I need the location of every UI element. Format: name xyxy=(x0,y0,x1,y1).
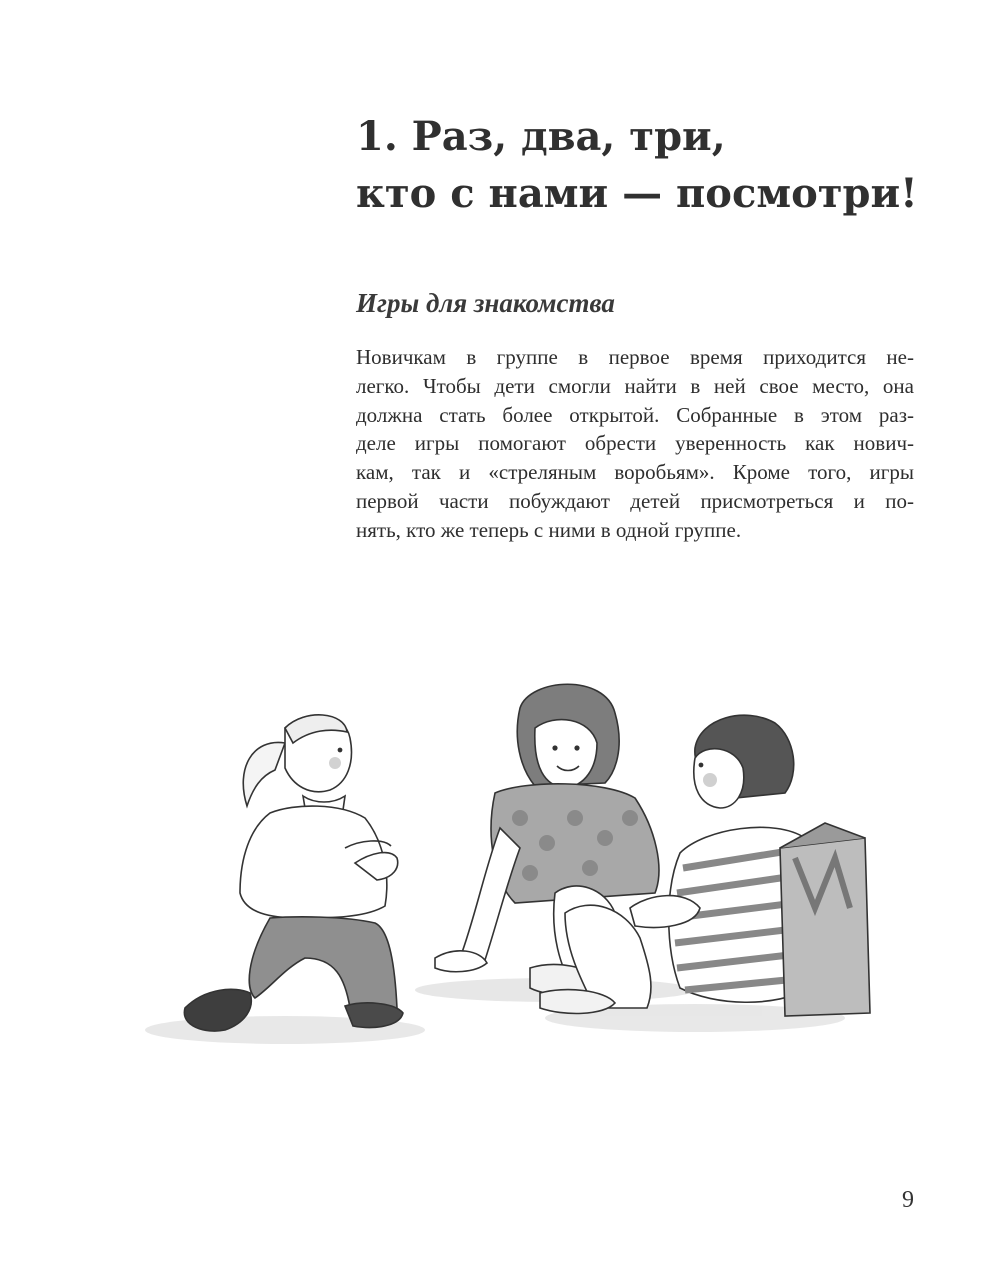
children-illustration xyxy=(135,668,875,1068)
paragraph-line: деле игры помогают обрести уверенность как нович- xyxy=(356,431,914,456)
section-subtitle: Игры для знакомства xyxy=(356,288,615,318)
chapter-title-line: 1. Раз, два, три, xyxy=(356,113,726,160)
box-prop xyxy=(780,823,870,1016)
intro-paragraph xyxy=(356,343,914,545)
page-number: 9 xyxy=(902,1187,914,1213)
chapter-title-line: кто с нами — посмотри! xyxy=(356,170,918,217)
paragraph-line: Новичкам в группе в первое время приходится не- xyxy=(356,345,914,369)
paragraph-line: кам, так и «стреляным воробьям». Кроме того, игры xyxy=(356,460,914,485)
paragraph-line: легко. Чтобы дети смогли найти в ней свое место, она xyxy=(356,373,914,398)
paragraph-line: нять, кто же теперь с ними в одной группе. xyxy=(356,517,742,542)
paragraph-line: первой части побуждают детей присмотреться и по- xyxy=(356,488,914,513)
paragraph-line: должна стать более открытой. Собранные в этом раз- xyxy=(356,402,914,427)
chapter-title xyxy=(356,108,956,222)
girl-ponytail-figure xyxy=(184,715,403,1031)
